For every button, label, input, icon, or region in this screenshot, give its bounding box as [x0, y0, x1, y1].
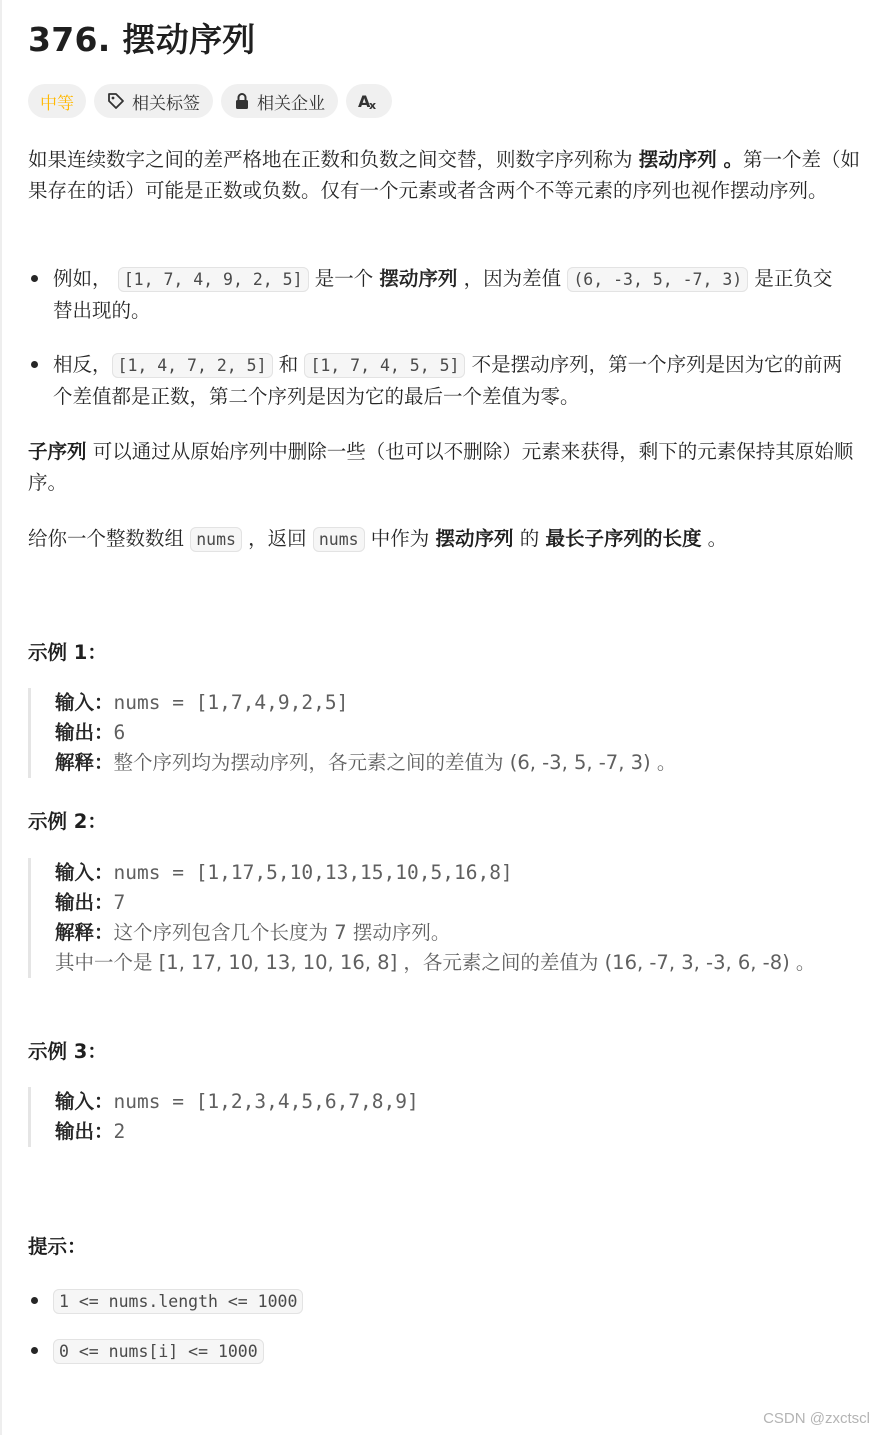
input-label: 输入：: [55, 1090, 114, 1113]
desc-text: 例如，: [53, 267, 118, 290]
explain-label: 解释：: [55, 751, 114, 774]
constraint-code: 1 <= nums.length <= 1000: [53, 1289, 303, 1314]
difficulty-badge[interactable]: 中等: [28, 84, 86, 118]
output-label: 输出：: [55, 721, 114, 744]
input-value: nums = [1,17,5,10,13,15,10,5,16,8]: [113, 861, 513, 884]
problem-title: 376. 摆动序列: [28, 20, 256, 59]
output-value: 2: [113, 1120, 126, 1143]
constraint-code: 0 <= nums[i] <= 1000: [53, 1339, 264, 1364]
desc-text: 给你一个整数数组: [28, 527, 191, 550]
desc-text: ，因为差值: [457, 267, 568, 290]
input-label: 输入：: [55, 691, 114, 714]
desc-text: 。: [701, 527, 728, 550]
example-output-line: [55, 888, 862, 918]
translate-icon: [358, 91, 380, 111]
example-input-line: [55, 858, 862, 888]
example-2-block: [28, 858, 862, 978]
explain-value: 这个序列包含几个长度为 7 摆动序列。: [113, 921, 451, 944]
input-label: 输入：: [55, 861, 114, 884]
example-explain-line-2: [55, 948, 862, 978]
bullet-dot: [31, 1297, 38, 1304]
output-value: 7: [113, 891, 126, 914]
example-output-line: [55, 1117, 862, 1147]
example-input-line: [55, 688, 862, 718]
desc-text: 是一个: [308, 267, 380, 290]
explain-value: 整个序列均为摆动序列，各元素之间的差值为 (6, -3, 5, -7, 3) 。: [113, 751, 677, 774]
desc-text: 的: [513, 527, 546, 550]
inline-code: nums: [313, 527, 365, 552]
related-companies-label: 相关企业: [257, 93, 325, 114]
example-output-line: [55, 718, 862, 748]
svg-text:x: x: [369, 99, 377, 111]
example-1-block: [28, 688, 862, 778]
watermark: CSDN @zxctscl: [763, 1410, 870, 1427]
desc-bold: 摆动序列: [379, 267, 458, 290]
translate-button[interactable]: [346, 84, 392, 118]
explain-value: 其中一个是 [1, 17, 10, 13, 10, 16, 8] ，各元素之间的差值为 (16, -7, 3, -3, 6, -8) 。: [55, 951, 816, 974]
desc-bold: 子序列: [28, 440, 87, 463]
inline-code: nums: [190, 527, 242, 552]
example-explain-line: [55, 748, 862, 778]
desc-bold: 最长子序列的长度: [545, 527, 702, 550]
tag-bar: [28, 84, 392, 118]
input-value: nums = [1,2,3,4,5,6,7,8,9]: [113, 1090, 419, 1113]
inline-code: [1, 4, 7, 2, 5]: [112, 353, 273, 378]
example-explain-line: [55, 918, 862, 948]
example-3-block: [28, 1087, 862, 1147]
desc-bold: 摆动序列: [435, 527, 514, 550]
related-companies-button[interactable]: [221, 84, 338, 118]
desc-text: 可以通过从原始序列中删除一些（也可以不删除）元素来获得，剩下的元素保持其原始顺序。: [28, 440, 854, 494]
example-1-heading: 示例 1：: [28, 641, 107, 664]
constraints-heading: 提示：: [28, 1235, 87, 1258]
output-label: 输出：: [55, 1120, 114, 1143]
desc-text: ，返回: [241, 527, 313, 550]
example-3-heading: 示例 3：: [28, 1040, 107, 1063]
bullet-dot: [31, 1347, 38, 1354]
desc-text: 相反，: [53, 353, 112, 376]
desc-text: 和: [272, 353, 305, 376]
description-paragraph-2: [28, 436, 862, 498]
inline-code: (6, -3, 5, -7, 3): [567, 267, 748, 292]
input-value: nums = [1,7,4,9,2,5]: [113, 691, 349, 714]
tag-icon: [107, 92, 125, 110]
inline-code: [1, 7, 4, 9, 2, 5]: [118, 267, 309, 292]
desc-text: 是正负交替出现的。: [53, 267, 833, 322]
desc-bold: 摆动序列 。: [638, 148, 743, 171]
desc-text: 如果连续数字之间的差严格地在正数和负数之间交替，则数字序列称为: [28, 148, 639, 171]
bullet-dot: [31, 361, 38, 368]
description-paragraph-1: [28, 144, 862, 206]
output-label: 输出：: [55, 891, 114, 914]
inline-code: [1, 7, 4, 5, 5]: [304, 353, 465, 378]
bullet-dot: [31, 275, 38, 282]
svg-text:A: A: [358, 92, 371, 111]
desc-text: 中作为: [364, 527, 436, 550]
explain-label: 解释：: [55, 921, 114, 944]
lock-icon: [234, 92, 250, 110]
description-paragraph-3: [28, 523, 862, 555]
related-tags-label: 相关标签: [132, 93, 200, 114]
desc-text: 第一个差（如果存在的话）可能是正数或负数。仅有一个元素或者含两个不等元素的序列也视作摆动序列。: [28, 148, 861, 202]
related-tags-button[interactable]: [94, 84, 213, 118]
example-2-heading: 示例 2：: [28, 810, 107, 833]
example-input-line: [55, 1087, 862, 1117]
desc-text: 不是摆动序列，第一个序列是因为它的前两个差值都是正数，第二个序列是因为它的最后一个差值为零。: [53, 353, 843, 408]
output-value: 6: [113, 721, 126, 744]
